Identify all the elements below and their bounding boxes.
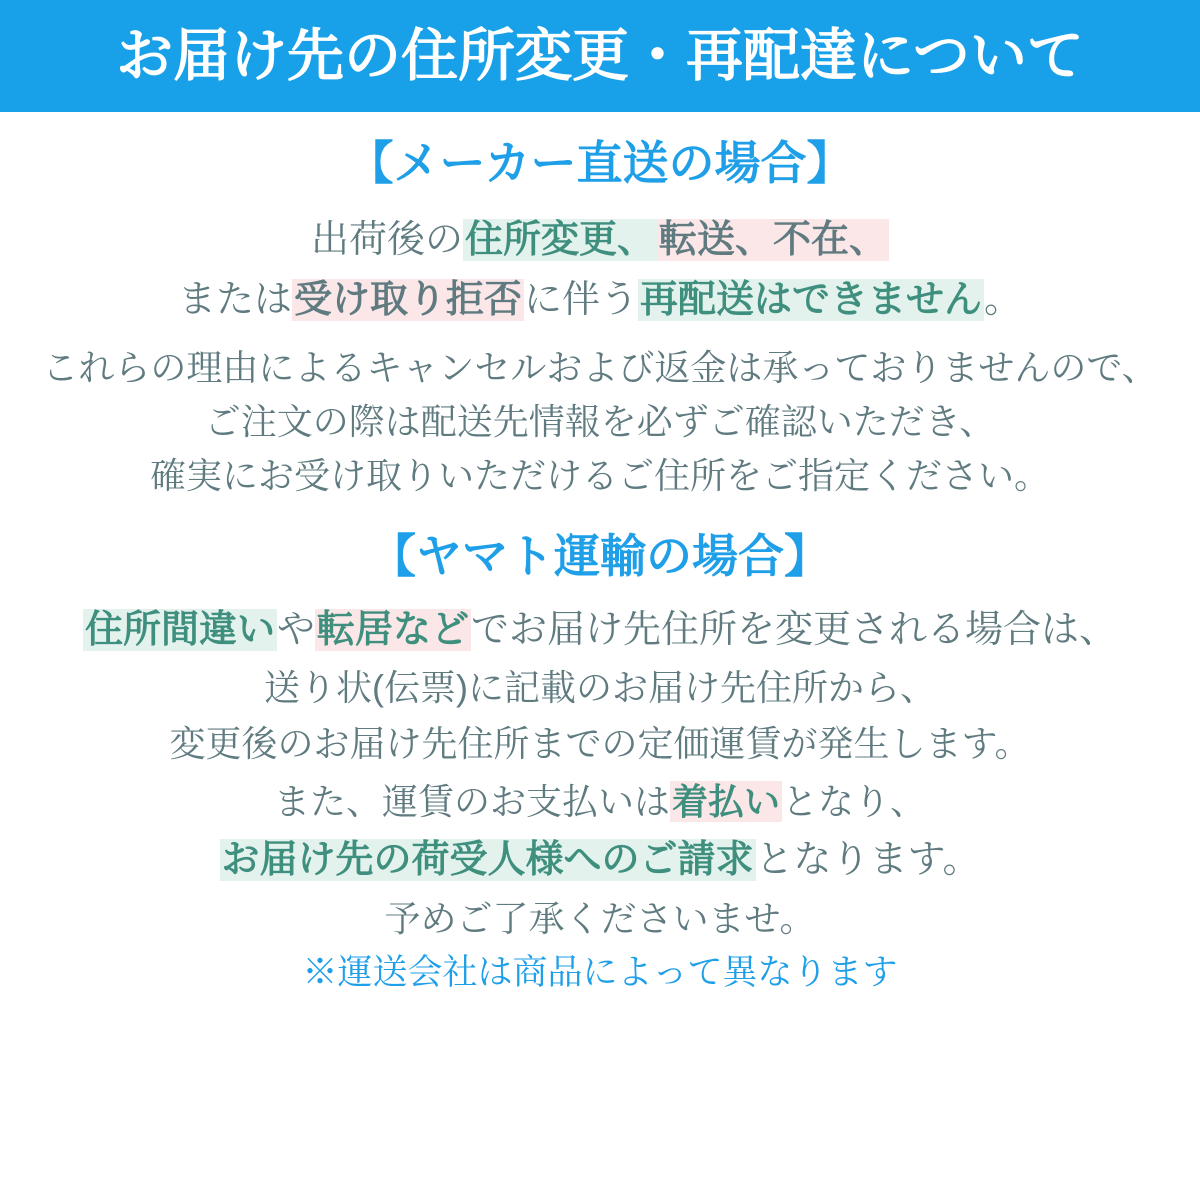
highlight-pink: 受け取り拒否 [293, 279, 522, 322]
section-1-p1-line-2 [178, 279, 1022, 322]
text-fragment: に伴う [523, 279, 638, 322]
section-1-paragraph-1 [0, 219, 1200, 322]
section-2-p2-line-1 [274, 782, 926, 822]
text-fragment: また、運賃のお支払いは [273, 781, 670, 823]
section-1-p2-line-3: 確実にお受け取りいただけるご住所をご指定ください。 [149, 455, 1050, 497]
highlight-green: お届け先の荷受人様へのご請求 [221, 838, 754, 881]
section-1 [0, 138, 1200, 189]
section-2-paragraph-1 [0, 609, 1200, 764]
highlight-green: 再配送はできません [640, 279, 983, 322]
highlight-green: 住所間違い [84, 609, 275, 652]
section-1-p1-line-1 [311, 219, 889, 262]
text-fragment: 。 [984, 279, 1023, 322]
section-2-note [0, 954, 1200, 993]
section-2-p2-line-2 [220, 839, 981, 882]
section-1-p2-line-2: ご注文の際は配送先情報を必ずご確認いただき、 [204, 401, 996, 442]
text-fragment: となり、 [782, 781, 927, 823]
text-fragment: 出荷後の [310, 218, 463, 261]
highlight-pink: 転居など [317, 609, 470, 652]
text-fragment: や [276, 609, 315, 652]
section-2-p1-line-1 [83, 609, 1117, 652]
section-2-heading: 【ヤマト運輸の場合】 [370, 529, 830, 582]
section-2-closing-line: 予めご了承くださいませ。 [384, 898, 816, 940]
page-title: お届け先の住所変更・再配達について [116, 23, 1084, 88]
text-fragment: または [177, 279, 292, 322]
section-1-paragraph-2 [0, 348, 1200, 497]
section-2 [0, 531, 1200, 582]
section-1-p2-line-1: これらの理由によるキャンセルおよび返金は承っておりませんので、 [42, 346, 1158, 388]
text-fragment: でお届け先住所を変更される場合は、 [471, 609, 1118, 652]
header-banner [0, 0, 1200, 112]
highlight-pink: 着払い [671, 781, 780, 823]
section-1-heading: 【メーカー直送の場合】 [347, 137, 853, 189]
text-fragment: となります。 [755, 838, 981, 881]
carrier-note: ※運送会社は商品によって異なります [302, 952, 898, 992]
section-2-paragraph-2 [0, 782, 1200, 881]
section-2-closing [0, 899, 1200, 939]
section-2-p1-line-2: 送り状(伝票)に記載のお届け先住所から、 [264, 666, 936, 708]
section-2-p1-line-3: 変更後のお届け先住所までの定価運賃が発生します。 [169, 723, 1031, 765]
highlight-pink: 転送、不在、 [659, 218, 888, 261]
highlight-green: 住所変更、 [464, 218, 655, 261]
